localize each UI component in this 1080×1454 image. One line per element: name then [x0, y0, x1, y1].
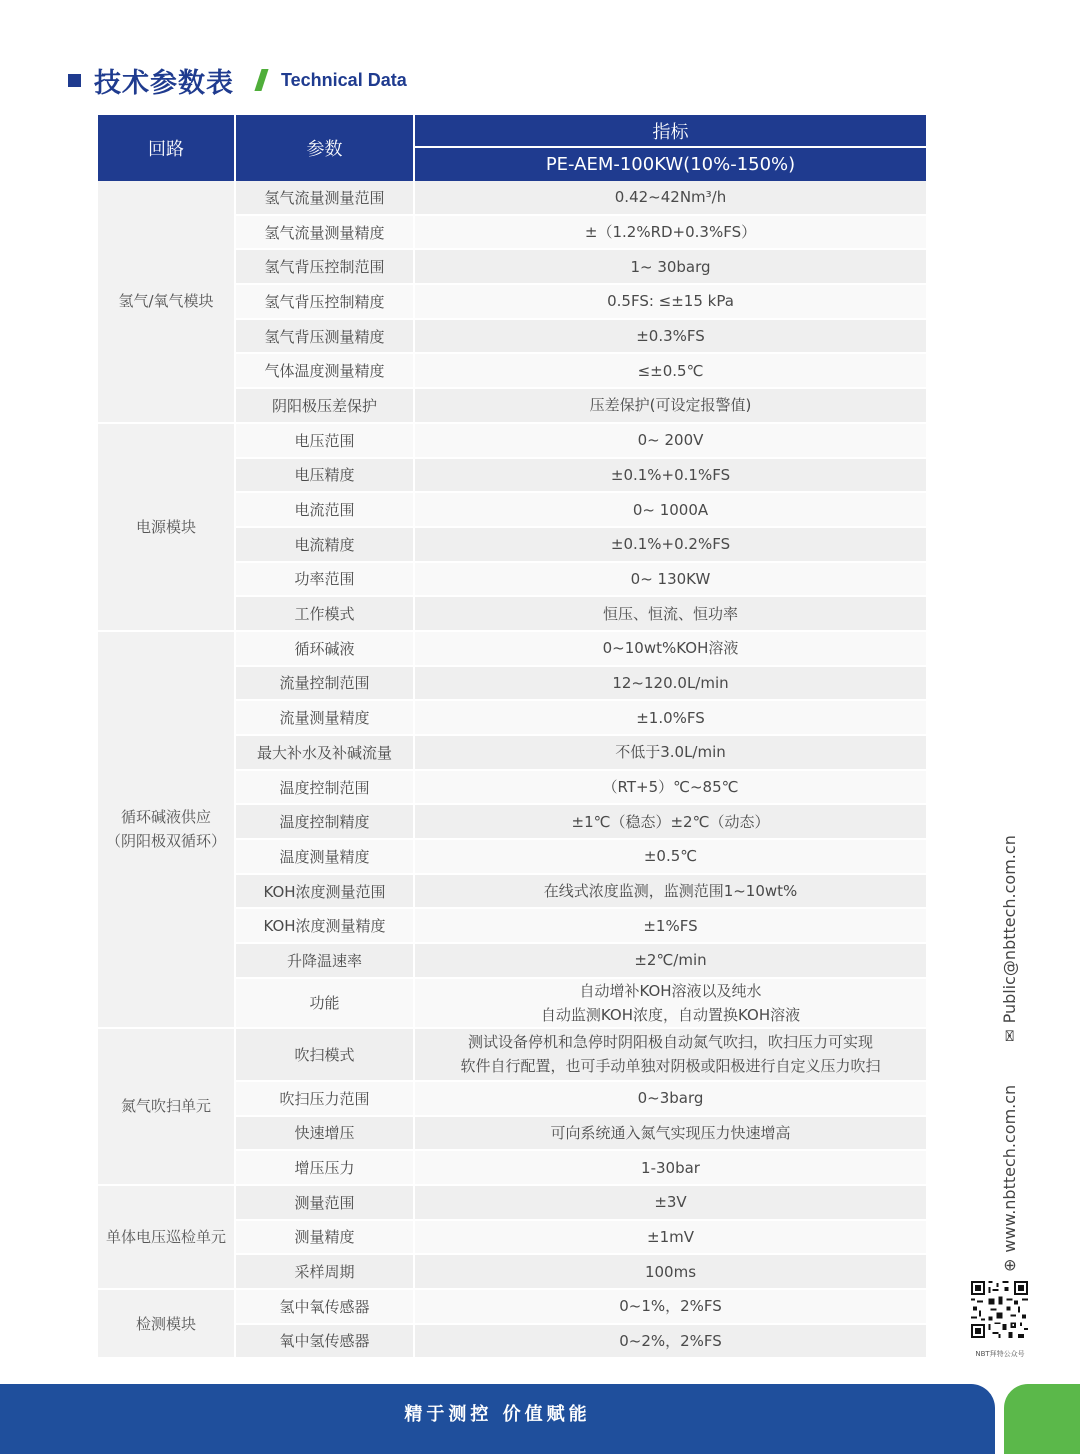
param-cell: 电压精度 — [236, 459, 415, 494]
globe-icon: ⊕ — [1000, 1258, 1019, 1272]
value-cell: 测试设备停机和急停时阴阳极自动氮气吹扫，吹扫压力可实现 软件自行配置，也可手动单独对阴极或阳极进行自定义压力吹扫 — [415, 1029, 926, 1082]
value-cell: ±1mV — [415, 1221, 926, 1256]
param-cell: 氢气流量测量范围 — [236, 181, 415, 216]
param-cell: 阴阳极压差保护 — [236, 389, 415, 424]
group-label: 氢气/氧气模块 — [98, 181, 236, 424]
value-cell: ±1.0%FS — [415, 701, 926, 736]
footer-slogan: 精于测控 价值赋能 — [404, 1404, 591, 1425]
table-row — [98, 1029, 926, 1082]
technical-data-table — [98, 115, 926, 1359]
value-cell: ≤±0.5℃ — [415, 354, 926, 389]
group-label: 检测模块 — [98, 1290, 236, 1359]
value-cell: ±2℃/min — [415, 944, 926, 979]
param-cell: 采样周期 — [236, 1255, 415, 1290]
table-row — [98, 632, 926, 667]
heading-slash-icon — [254, 69, 268, 91]
value-cell: 12~120.0L/min — [415, 667, 926, 702]
param-cell: 温度控制范围 — [236, 771, 415, 806]
value-cell: 自动增补KOH溶液以及纯水 自动监测KOH浓度，自动置换KOH溶液 — [415, 979, 926, 1029]
side-email — [1000, 835, 1019, 1042]
mail-icon: ✉ — [1001, 1029, 1019, 1042]
param-cell: KOH浓度测量精度 — [236, 909, 415, 944]
value-cell: 压差保护(可设定报警值) — [415, 389, 926, 424]
value-cell: ±0.1%+0.1%FS — [415, 459, 926, 494]
value-cell: 100ms — [415, 1255, 926, 1290]
value-cell: ±1%FS — [415, 909, 926, 944]
section-heading — [68, 60, 407, 100]
param-cell: 温度测量精度 — [236, 840, 415, 875]
value-cell: 0~3barg — [415, 1082, 926, 1117]
param-cell: 吹扫压力范围 — [236, 1082, 415, 1117]
value-cell: 0~1%，2%FS — [415, 1290, 926, 1325]
param-cell: KOH浓度测量范围 — [236, 875, 415, 910]
table-row — [98, 1186, 926, 1221]
value-cell: 0~ 1000A — [415, 493, 926, 528]
value-cell: 0~ 130KW — [415, 563, 926, 598]
value-cell: ±3V — [415, 1186, 926, 1221]
table-row — [98, 1290, 926, 1325]
value-cell: 0.5FS: ≤±15 kPa — [415, 285, 926, 320]
param-cell: 测量精度 — [236, 1221, 415, 1256]
param-cell: 最大补水及补碱流量 — [236, 736, 415, 771]
param-cell: 流量测量精度 — [236, 701, 415, 736]
group-label: 单体电压巡检单元 — [98, 1186, 236, 1290]
heading-title-zh: 技术参数表 — [94, 67, 234, 99]
param-cell: 电流精度 — [236, 528, 415, 563]
value-cell: 恒压、恒流、恒功率 — [415, 597, 926, 632]
param-cell: 气体温度测量精度 — [236, 354, 415, 389]
param-cell: 吹扫模式 — [236, 1029, 415, 1082]
value-cell: 0.42~42Nm³/h — [415, 181, 926, 216]
param-cell: 快速增压 — [236, 1117, 415, 1152]
value-cell: 1-30bar — [415, 1151, 926, 1186]
col-header-model: PE-AEM-100KW(10%-150%) — [415, 148, 926, 181]
param-cell: 增压压力 — [236, 1151, 415, 1186]
value-cell: ±0.1%+0.2%FS — [415, 528, 926, 563]
param-cell: 氧中氢传感器 — [236, 1325, 415, 1360]
param-cell: 升降温速率 — [236, 944, 415, 979]
param-cell: 氢中氧传感器 — [236, 1290, 415, 1325]
table-body — [98, 181, 926, 1359]
value-cell: 0~10wt%KOH溶液 — [415, 632, 926, 667]
param-cell: 氢气流量测量精度 — [236, 216, 415, 251]
value-cell: 不低于3.0L/min — [415, 736, 926, 771]
param-cell: 流量控制范围 — [236, 667, 415, 702]
side-website — [1000, 1085, 1019, 1272]
footer-bar — [0, 1384, 995, 1454]
param-cell: 氢气背压控制范围 — [236, 250, 415, 285]
param-cell: 电压范围 — [236, 424, 415, 459]
website-text: www.nbttech.com.cn — [1000, 1084, 1019, 1253]
value-cell: 0~2%，2%FS — [415, 1325, 926, 1360]
param-cell: 功能 — [236, 979, 415, 1029]
param-cell: 循环碱液 — [236, 632, 415, 667]
value-cell: 可向系统通入氮气实现压力快速增高 — [415, 1117, 926, 1152]
value-cell: 1~ 30barg — [415, 250, 926, 285]
value-cell: ±1℃（稳态）±2℃（动态） — [415, 805, 926, 840]
qr-code — [971, 1281, 1028, 1338]
param-cell: 电流范围 — [236, 493, 415, 528]
heading-square-icon — [68, 74, 81, 87]
param-cell: 温度控制精度 — [236, 805, 415, 840]
param-cell: 功率范围 — [236, 563, 415, 598]
param-cell: 工作模式 — [236, 597, 415, 632]
col-header-param: 参数 — [236, 115, 415, 181]
col-header-spec: 指标 — [415, 115, 926, 148]
heading-title-en: Technical Data — [281, 69, 407, 90]
value-cell: 在线式浓度监测，监测范围1~10wt% — [415, 875, 926, 910]
table-row — [98, 181, 926, 216]
footer-green-accent — [1004, 1384, 1080, 1454]
value-cell: ±0.3%FS — [415, 320, 926, 355]
qr-label: NBT拜特公众号 — [975, 1350, 1025, 1358]
email-text: Public@nbttech.com.cn — [1000, 835, 1019, 1024]
value-cell: 0~ 200V — [415, 424, 926, 459]
param-cell: 测量范围 — [236, 1186, 415, 1221]
group-label: 电源模块 — [98, 424, 236, 632]
group-label: 循环碱液供应 （阴阳极双循环） — [98, 632, 236, 1029]
value-cell: ±（1.2%RD+0.3%FS） — [415, 216, 926, 251]
table-row — [98, 424, 926, 459]
param-cell: 氢气背压测量精度 — [236, 320, 415, 355]
value-cell: （RT+5）℃~85℃ — [415, 771, 926, 806]
col-header-loop: 回路 — [98, 115, 236, 181]
value-cell: ±0.5℃ — [415, 840, 926, 875]
group-label: 氮气吹扫单元 — [98, 1029, 236, 1186]
param-cell: 氢气背压控制精度 — [236, 285, 415, 320]
